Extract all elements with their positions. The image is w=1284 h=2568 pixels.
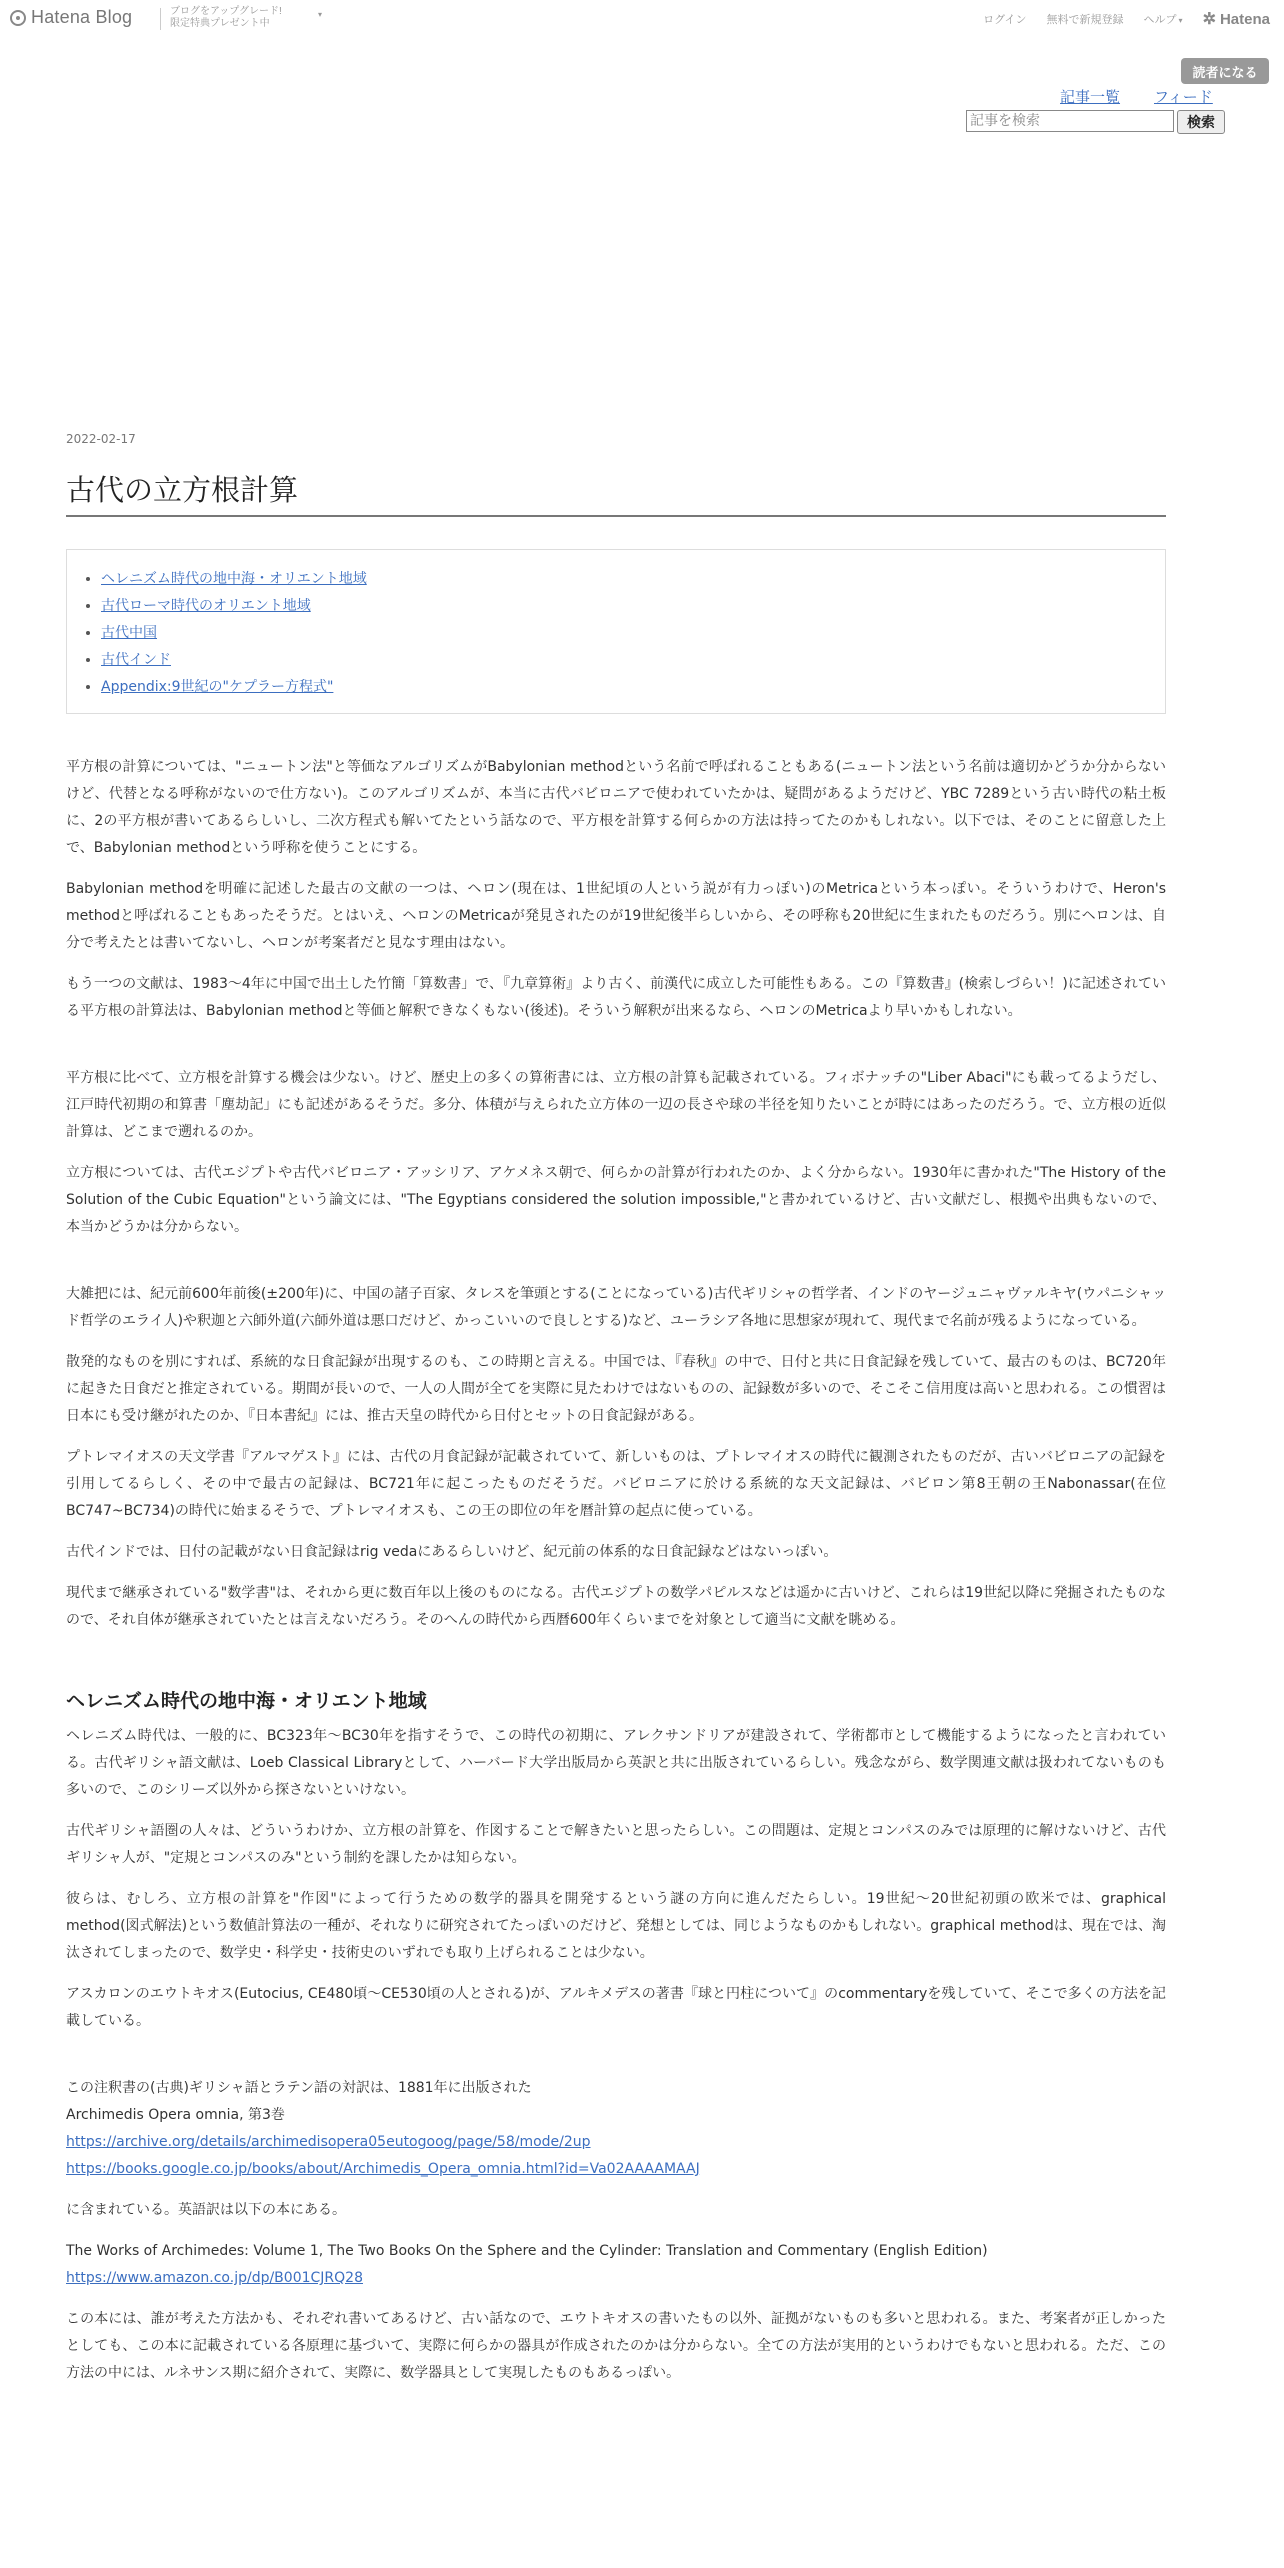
toc-item	[101, 674, 1147, 701]
reference-note: に含まれている。英語訳は以下の本にある。	[66, 2202, 346, 2218]
entry-title[interactable]: 古代の立方根計算	[66, 468, 1166, 517]
search-form	[966, 110, 1225, 134]
help-menu[interactable]	[1144, 11, 1183, 27]
header-links	[963, 9, 1270, 29]
reference-link[interactable]: https://books.google.co.jp/books/about/Archimedis_Opera_omnia.html?id=Va02AAAAMAAJ	[66, 2161, 700, 2177]
paragraph: 平方根に比べて、立方根を計算する機会は少ない。けど、歴史上の多くの算術書には、立方根の計算も記載されている。フィボナッチの"Liber Abaci"にも載ってるようだし、江戸時代初期の和算書「塵劫記」にも記述があるそうだ。多分、体積が与えられた立方体の一辺の長さや球の半径を知りたいことが時にはあったのだろう。で、立方根の近似計算は、どこまで遡れるのか。	[66, 1070, 1166, 1140]
paragraph: プトレマイオスの天文学書『アルマゲスト』には、古代の月食記録が記載されていて、新しいものは、プトレマイオスの時代に観測されたものだが、古いバビロニアの記録を引用してるらしく、その中で最古の記録は、BC721年に起こったものだそうだ。バビロニアに於ける系統的な天文記録は、バビロン第8王朝の王Nabonassar(在位BC747~BC734)の時代に始まるそうで、プトレマイオスも、この王の即位の年を暦計算の起点に使っている。	[66, 1449, 1166, 1519]
promo-line-1: ブログをアップグレード!	[170, 6, 282, 17]
toc-link[interactable]: 古代中国	[101, 625, 157, 641]
paragraph: ヘレニズム時代は、一般的に、BC323年〜BC30年を指すそうで、この時代の初期に、アレクサンドリアが建設されて、学術都市として機能するようになったと言われている。古代ギリシャ語文献は、Loeb Classical Libraryとして、ハーバード大学出版局から英訳と共に出版されているらしい。残念ながら、数学関連文献は扱われてないものも多いので、このシリーズ以外から探さないといけない。	[66, 1728, 1166, 1798]
paragraph: 古代インドでは、日付の記載がない日食記録はrig vedaにあるらしいけど、紀元前の体系的な日食記録などはないっぽい。	[66, 1544, 838, 1560]
promo-line-2: 限定特典プレゼント中	[170, 18, 270, 29]
header-divider	[160, 8, 161, 30]
reference-book: The Works of Archimedes: Volume 1, The Two Books On the Sphere and the Cylinder: Translation and Commentary (English Edition)	[66, 2243, 988, 2259]
toc-item	[101, 647, 1147, 674]
hatena-label: Hatena	[1219, 10, 1270, 28]
paragraph: 平方根の計算については、"ニュートン法"と等価なアルゴリズムがBabylonian methodという名前で呼ばれることもある(ニュートン法という名前は適切かどうか分からないけど、代替となる呼称がないので仕方ない)。このアルゴリズムが、本当に古代バビロニアで使われていたかは、疑問があるようだけど、YBC 7289という古い時代の粘土板に、2の平方根が書いてあるらしいし、二次方程式も解いてたという話なので、平方根を計算する何らかの方法は持ってたのかもしれない。以下では、そのことに留意した上で、Babylonian methodという呼称を使うことにする。	[66, 759, 1166, 856]
paragraph: 立方根については、古代エジプトや古代バビロニア・アッシリア、アケメネス朝で、何らかの計算が行われたのか、よく分からない。1930年に書かれた"The History of the Solution of the Cubic Equation"という論文には、"The Egyptians considered the solution impossible,"と書かれているけど、古い文献だし、根拠や出典もないので、本当かどうかは分からない。	[66, 1165, 1166, 1235]
reference-intro: この注釈書の(古典)ギリシャ語とラテン語の対訳は、1881年に出版された	[66, 2080, 532, 2096]
subscribe-button[interactable]: 読者になる	[1181, 58, 1269, 84]
global-header	[0, 0, 1284, 38]
article	[66, 432, 1166, 2387]
feed-link[interactable]: フィード	[1154, 88, 1213, 106]
hatena-logo-icon	[10, 10, 26, 26]
signup-link[interactable]: 無料で新規登録	[1046, 14, 1124, 26]
paragraph: アスカロンのエウトキオス(Eutocius, CE480頃〜CE530頃の人とされる)が、アルキメデスの著書『球と円柱について』のcommentaryを残していて、そこで多くの方法を記載している。	[66, 1986, 1166, 2029]
hatena-blog-logo[interactable]	[10, 7, 132, 28]
toc-link[interactable]: 古代インド	[101, 652, 171, 668]
toc-link[interactable]: 古代ローマ時代のオリエント地域	[101, 598, 311, 614]
login-link[interactable]: ログイン	[983, 14, 1027, 26]
paragraph: 現代まで継承されている"数学書"は、それから更に数百年以上後のものになる。古代エジプトの数学パピルスなどは遥かに古いけど、これらは19世紀以降に発掘されたものなので、それ自体が継承されていたとは言えないだろう。そのへんの時代から西暦600年くらいまでを対象として適当に文献を眺める。	[66, 1585, 1166, 1628]
hatena-menu[interactable]	[1203, 9, 1270, 29]
search-button[interactable]: 検索	[1177, 110, 1225, 134]
upgrade-promo[interactable]	[170, 6, 282, 30]
logo-text: Hatena Blog	[31, 7, 133, 27]
archive-link[interactable]: 記事一覧	[1060, 88, 1121, 106]
paragraph: 大雑把には、紀元前600年前後(±200年)に、中国の諸子百家、タレスを筆頭とする(ことになっている)古代ギリシャの哲学者、インドのヤージュニャヴァルキヤ(ウパニシャッド哲学のエライ人)や釈迦と六師外道(六師外道は悪口だけど、かっこいいので良しとする)など、ユーラシア各地に思想家が現れて、現代まで名前が残るようになっている。	[66, 1286, 1166, 1329]
entry-date[interactable]: 2022-02-17	[66, 432, 136, 446]
paragraph: 古代ギリシャ語圏の人々は、どういうわけか、立方根の計算を、作図することで解きたいと思ったらしい。この問題は、定規とコンパスのみでは原理的に解けないけど、古代ギリシャ人が、"定規とコンパスのみ"という制約を課したかは知らない。	[66, 1823, 1166, 1866]
section-heading: ヘレニズム時代の地中海・オリエント地域	[66, 1690, 427, 1712]
reference-link[interactable]: https://www.amazon.co.jp/dp/B001CJRQ28	[66, 2270, 363, 2286]
toc-link[interactable]: ヘレニズム時代の地中海・オリエント地域	[101, 571, 367, 587]
help-label: ヘルプ	[1143, 14, 1177, 26]
toc-item	[101, 620, 1147, 647]
table-of-contents	[66, 549, 1166, 714]
chevron-down-icon[interactable]: ▾	[318, 10, 323, 19]
paragraph: もう一つの文献は、1983〜4年に中国で出土した竹簡「算数書」で、『九章算術』より古く、前漢代に成立した可能性もある。この『算数書』(検索しづらい！)に記述されている平方根の計算法は、Babylonian methodと等価と解釈できなくもない(後述)。そういう解釈が出来るなら、ヘロンのMetricaより早いかもしれない。	[66, 976, 1166, 1019]
toc-link[interactable]: Appendix:9世紀の"ケプラー方程式"	[101, 679, 334, 695]
paragraph: この本には、誰が考えた方法かも、それぞれ書いてあるけど、古い話なので、エウトキオスの書いたもの以外、証拠がないものも多いと思われる。また、考案者が正しかったとしても、この本に記載されている各原理に基づいて、実際に何らかの器具が作成されたのかは分からない。全ての方法が実用的というわけでもないと思われる。ただ、この方法の中には、ルネサンス期に紹介されて、実際に、数学器具として実現したものもあるっぽい。	[66, 2311, 1166, 2381]
hatena-gear-icon: ✲	[1202, 11, 1216, 28]
paragraph: 彼らは、むしろ、立方根の計算を"作図"によって行うための数学的器具を開発するという謎の方向に進んだたらしい。19世紀〜20世紀初頭の欧米では、graphical method(図式解法)という数値計算法の一種が、それなりに研究されてたっぽいのだけど、発想としては、同じようなものかもしれない。graphical methodは、現在では、淘汰されてしまったので、数学史・科学史・技術史のいずれでも取り上げられることは少ない。	[66, 1891, 1166, 1961]
paragraph: Babylonian methodを明確に記述した最古の文献の一つは、ヘロン(現在は、1世紀頃の人という説が有力っぽい)のMetricaという本っぽい。そういうわけで、Heron's methodと呼ばれることもあったそうだ。とはいえ、ヘロンのMetricaが発見されたのが19世紀後半らしいから、その呼称も20世紀に生まれたものだろう。別にヘロンは、自分で考えたとは書いてないし、ヘロンが考案者だと見なす理由はない。	[66, 881, 1166, 951]
reference-book: Archimedis Opera omnia, 第3巻	[66, 2107, 285, 2123]
reference-link[interactable]: https://archive.org/details/archimedisopera05eutogoog/page/58/mode/2up	[66, 2134, 591, 2150]
toc-item	[101, 566, 1147, 593]
chevron-down-icon: ▾	[1178, 16, 1183, 25]
search-input[interactable]	[966, 110, 1174, 132]
toc-item	[101, 593, 1147, 620]
paragraph: 散発的なものを別にすれば、系統的な日食記録が出現するのも、この時期と言える。中国では、『春秋』の中で、日付と共に日食記録を残していて、最古のものは、BC720年に起きた日食だと推定されている。期間が長いので、一人の人間が全てを実際に見たわけではないものの、記録数が多いので、そこそこ信用度は高いと思われる。この慣習は日本にも受け継がれたのか、『日本書紀』には、推古天皇の時代から日付とセットの日食記録がある。	[66, 1354, 1166, 1424]
